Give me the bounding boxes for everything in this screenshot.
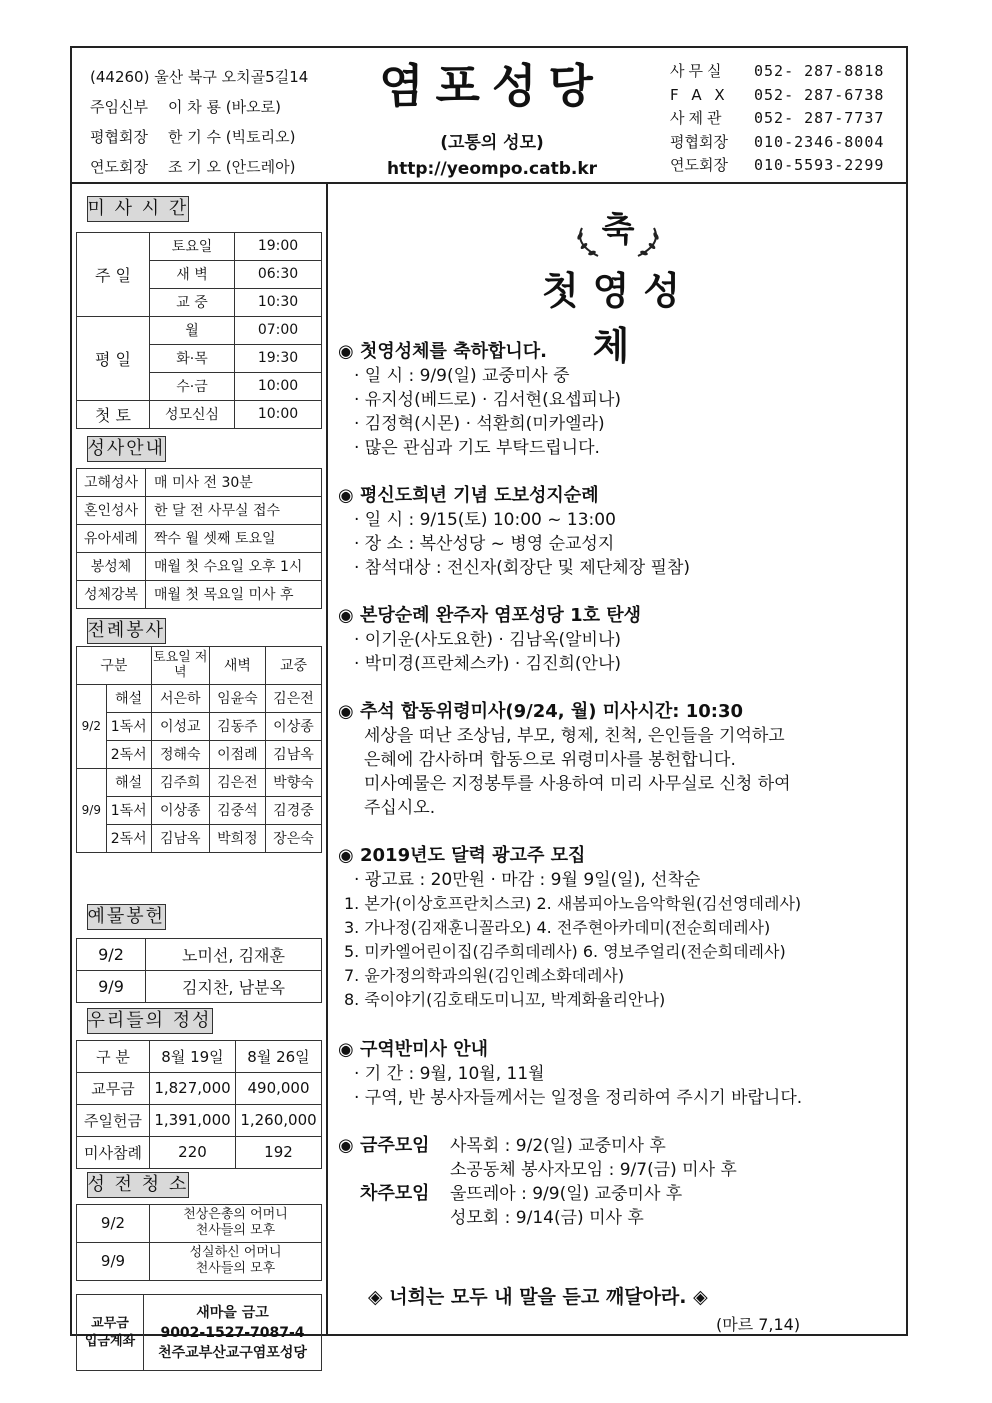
memorial-row: 연도회장 조 기 오 (안드레아): [90, 158, 296, 176]
header-left: [90, 62, 308, 182]
celebration-badge: 축: [601, 210, 635, 250]
donations-table: 우리들의 정성 구 분 8월 19일 8월 26일 교무금 1,827,000 490,000 주일헌금 1,391,000 1,260,000 미사참례 220 192: [76, 1008, 322, 1169]
bullet-icon: ◉: [338, 845, 354, 866]
offering-table: 예물봉헌 9/2 노미선, 김재훈 9/9 김지찬, 남분옥: [76, 904, 322, 1003]
account-number: 9002-1527-7087-4: [160, 1324, 305, 1341]
header: [72, 48, 906, 184]
liturgy-title: 전례봉사: [87, 618, 167, 644]
bullet-icon: ◉: [338, 341, 354, 362]
cleaning-title: 성 전 청 소: [87, 1172, 190, 1198]
header-contacts: [670, 60, 884, 178]
parish-title: 염포성당: [379, 59, 605, 113]
bullet-icon: ◉: [338, 701, 354, 722]
bullet-icon: ◉: [338, 485, 354, 506]
weekday-label: 평 일: [77, 316, 150, 400]
sacraments-table: 성사안내 고해성사 매 미사 전 30분 혼인성사 한 달 전 사무실 접수 유아세례 짝수 월 셋째 토요일 봉성체 매월 첫 수요일 오후 1시 성체강복 매월 첫 목요일 미사 후: [76, 436, 322, 609]
announcement-pilgrimage: ◉ 평신도희년 기념 도보성지순례 · 일 시 : 9/15(토) 10:00 ~ 13:00 · 장 소 : 복산성당 ~ 병영 순교성지 · 참석대상 : 전신자(회장단 및 제단체장 필참): [338, 485, 690, 578]
contact-row: 사무실 052- 287-8818: [670, 62, 885, 80]
announcement-meetings: ◉ 금주모임 사목회 : 9/2(일) 교중미사 후 소공동체 봉사자모임 : 9/7(금) 미사 후 차주모임 울뜨레아 : 9/9(일) 교중미사 후 성모회 : 9/14(금) 미사 후: [338, 1135, 737, 1228]
bulletin-frame: [70, 46, 908, 1361]
announcement-district-mass: ◉ 구역반미사 안내 · 기 간 : 9월, 10월, 11월 · 구역, 반 봉사자들께서는 일정을 정리하여 주시기 바랍니다.: [338, 1039, 803, 1108]
bullet-icon: ◉: [338, 1039, 354, 1060]
contact-row: F A X 052- 287-6738: [670, 85, 885, 104]
scripture-quote: ◈ 너희는 모두 내 말을 듣고 깨달아라. ◈: [368, 1286, 708, 1308]
celebration-title: 첫영성체: [541, 269, 695, 368]
announcement-first-communion: ◉ 첫영성체를 축하합니다. · 일 시 : 9/9(일) 교중미사 중 · 유지성(베드로) · 김서현(요셉피나) · 김정혁(시몬) · 석환희(미카엘라) · 많은 관심과 기도 부탁드립니다.: [338, 341, 622, 458]
announcement-pilgrim-completers: ◉ 본당순례 완주자 염포성당 1호 탄생 · 이기운(사도요한) · 김남옥(알비나) · 박미경(프란체스카) · 김진희(안나): [338, 605, 642, 674]
address: (44260) 울산 북구 오치골5길14: [90, 68, 309, 86]
contact-row: 평협회장 010-2346-8004: [670, 132, 885, 151]
bullet-icon: ◉: [338, 1135, 354, 1156]
mass-times-table: 미 사 시 간 주 일 토요일 19:00 새 벽 06:30 교 중 10:30 평 일 월 07:00 화·목 19:30 수·금 10:00 첫 토 성모신심 10:00: [76, 196, 322, 429]
bullet-icon: ◉: [338, 605, 354, 626]
contact-row: 연도회장 010-5593-2299: [670, 156, 885, 174]
parish-subtitle: (고통의 성모): [440, 133, 544, 153]
parish-url[interactable]: http://yeompo.catb.kr: [386, 159, 598, 179]
council-row: 평협회장 한 기 수 (빅토리오): [90, 128, 296, 146]
contact-row: 사제관 052- 287-7737: [670, 109, 885, 127]
donations-title: 우리들의 정성: [87, 1008, 213, 1034]
header-center: [372, 54, 612, 179]
laurel-wreath-icon: [568, 224, 668, 260]
sunday-label: 주 일: [77, 232, 150, 316]
scripture-reference: (마르 7,14): [716, 1315, 801, 1334]
announcement-calendar-ads: ◉ 2019년도 달력 광고주 모집 · 광고료 : 20만원 · 마감 : 9월 9일(일), 선착순 1. 본가(이상호프란치스코) 2. 새봄피아노음악학원(김선영데레사) 3. 가나정(김재훈니꼴라오) 4. 전주현아카데미(전순희데레사) 5. 미카엘어린이집(김주희데레사) 6. 영보주얼리(전순희데레사) 7. 윤가정의학과의원(김인례소화데레사) 8. 죽이야기(김호태도미니꼬, 박계화율리안나): [338, 845, 802, 1009]
sacraments-title: 성사안내: [87, 436, 167, 462]
mass-times-title: 미 사 시 간: [87, 196, 190, 222]
first-saturday-label: 첫 토: [77, 400, 150, 428]
sidebar: [72, 182, 328, 1361]
liturgy-table: 전례봉사 구분 토요일 저녁 새벽 교중 9/2 해설 서은하 임윤숙 김은전 1독서 이성교 김동주 이상종 2독서 정해숙 이점례 김남옥 9/9 해설 김주희 김은전 박향숙 1독서 이상종 김중석 김경중 2독서 김남옥 박희정 장은숙: [76, 618, 322, 853]
main-content: [328, 182, 906, 1334]
pastor-row: 주임신부 이 차 룡 (바오로): [90, 98, 281, 116]
account-table: 교무금 입금계좌 새마을 금고 9002-1527-7087-4 천주교부산교구염포성당: [76, 1294, 322, 1371]
cleaning-table: 성 전 청 소 9/2 천상은총의 어머니 천사들의 모후 9/9 성실하신 어머니 천사들의 모후: [76, 1172, 322, 1281]
announcement-memorial-mass: ◉ 추석 합동위령미사(9/24, 월) 미사시간: 10:30 세상을 떠난 조상님, 부모, 형제, 친척, 은인들을 기억하고 은혜에 감사하며 합동으로 위령미사를 봉헌합니다. 미사예물은 지정봉투를 사용하여 미리 사무실로 신청 하여 주십시오.: [338, 701, 791, 818]
offering-title: 예물봉헌: [87, 904, 167, 930]
